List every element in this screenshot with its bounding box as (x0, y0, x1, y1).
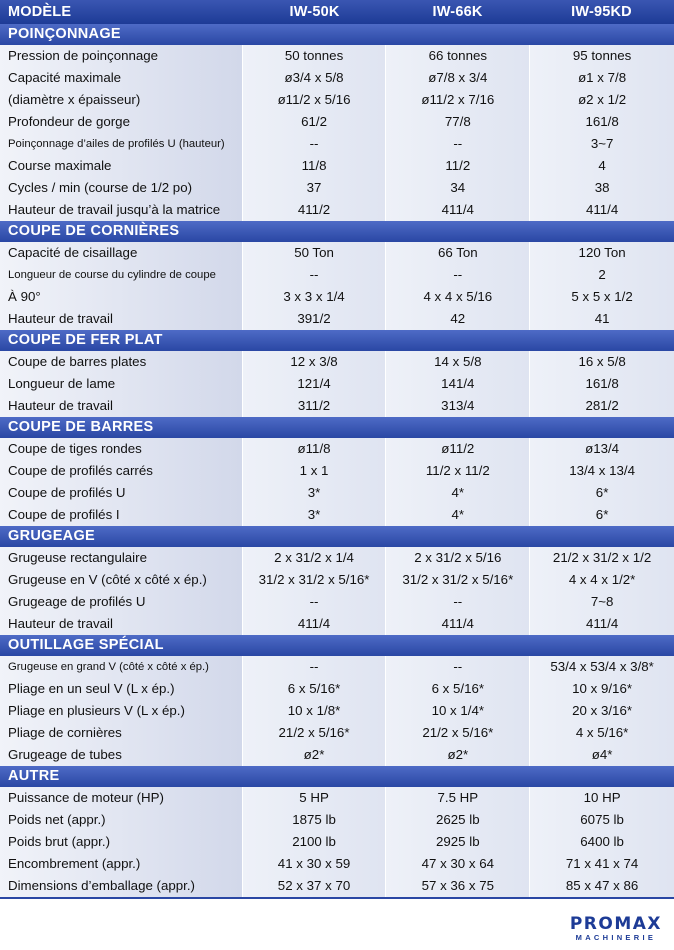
table-row (0, 656, 674, 678)
table-row (0, 700, 674, 722)
row-value: 4 x 4 x 1/2* (530, 569, 674, 591)
row-value: 3 x 3 x 1/4 (243, 286, 387, 308)
row-value: ø2* (243, 744, 387, 766)
row-value: 77/8 (386, 111, 530, 133)
row-value: 4* (386, 482, 530, 504)
row-label: Puissance de moteur (HP) (0, 787, 243, 809)
table-row (0, 744, 674, 766)
row-value: 2625 lb (386, 809, 530, 831)
table-bottom-rule (0, 897, 674, 899)
row-value: 4 x 5/16* (530, 722, 674, 744)
section-header: COUPE DE BARRES (0, 417, 674, 438)
row-label: Poinçonnage d’ailes de profilés U (hauteur) (0, 133, 243, 155)
row-label: Poids brut (appr.) (0, 831, 243, 853)
row-label: Longueur de lame (0, 373, 243, 395)
row-value: 120 Ton (530, 242, 674, 264)
row-label: Hauteur de travail jusqu’à la matrice (0, 199, 243, 221)
row-value: 50 tonnes (243, 45, 387, 67)
row-label: Coupe de barres plates (0, 351, 243, 373)
table-body (0, 24, 674, 897)
row-label: Grugeage de tubes (0, 744, 243, 766)
row-value: 6* (530, 482, 674, 504)
row-value: ø1 x 7/8 (530, 67, 674, 89)
row-value: 391/2 (243, 308, 387, 330)
row-label: Hauteur de travail (0, 613, 243, 635)
table-row (0, 199, 674, 221)
table-row (0, 787, 674, 809)
model-column-label: MODÈLE (8, 4, 72, 20)
section-header: COUPE DE FER PLAT (0, 330, 674, 351)
table-header (0, 0, 674, 24)
section-header: GRUGEAGE (0, 526, 674, 547)
row-value: 42 (386, 308, 530, 330)
row-value: ø13/4 (530, 438, 674, 460)
row-label: Coupe de tiges rondes (0, 438, 243, 460)
row-label: Cycles / min (course de 1/2 po) (0, 177, 243, 199)
row-value: 50 Ton (243, 242, 387, 264)
row-value: 31/2 x 31/2 x 5/16* (243, 569, 387, 591)
row-value: 411/4 (386, 613, 530, 635)
row-value: 3* (243, 504, 387, 526)
row-value: 2 x 31/2 x 5/16 (386, 547, 530, 569)
row-value: 10 x 9/16* (530, 678, 674, 700)
row-label: Pression de poinçonnage (0, 45, 243, 67)
row-value: 411/4 (243, 613, 387, 635)
row-value: 411/4 (386, 199, 530, 221)
row-value: ø11/2 x 5/16 (243, 89, 387, 111)
row-label: Hauteur de travail (0, 395, 243, 417)
row-value: -- (386, 656, 530, 678)
table-row (0, 242, 674, 264)
row-value: 66 Ton (386, 242, 530, 264)
row-value: 10 HP (530, 787, 674, 809)
row-label: Pliage en un seul V (L x ép.) (0, 678, 243, 700)
row-value: 2100 lb (243, 831, 387, 853)
row-value: 10 x 1/8* (243, 700, 387, 722)
row-value: 21/2 x 31/2 x 1/2 (530, 547, 674, 569)
row-value: ø11/2 x 7/16 (386, 89, 530, 111)
row-value: 6075 lb (530, 809, 674, 831)
row-label: Coupe de profilés carrés (0, 460, 243, 482)
row-value: 6400 lb (530, 831, 674, 853)
row-label: Course maximale (0, 155, 243, 177)
row-value: 5 HP (243, 787, 387, 809)
row-value: 281/2 (530, 395, 674, 417)
row-value: -- (243, 133, 387, 155)
table-row (0, 482, 674, 504)
row-label: Hauteur de travail (0, 308, 243, 330)
table-row (0, 67, 674, 89)
row-value: -- (243, 656, 387, 678)
row-value: 41 x 30 x 59 (243, 853, 387, 875)
row-value: 3* (243, 482, 387, 504)
row-value: 11/8 (243, 155, 387, 177)
row-label: Dimensions d’emballage (appr.) (0, 875, 243, 897)
row-label: Grugeuse rectangulaire (0, 547, 243, 569)
row-value: -- (243, 264, 387, 286)
table-row (0, 133, 674, 155)
row-label: (diamètre x épaisseur) (0, 89, 243, 111)
row-value: -- (386, 133, 530, 155)
row-label: Encombrement (appr.) (0, 853, 243, 875)
row-label: Coupe de profilés I (0, 504, 243, 526)
row-value: ø3/4 x 5/8 (243, 67, 387, 89)
table-row (0, 111, 674, 133)
row-value: 141/4 (386, 373, 530, 395)
row-value: 57 x 36 x 75 (386, 875, 530, 897)
row-value: ø4* (530, 744, 674, 766)
row-value: 3~7 (530, 133, 674, 155)
table-row (0, 504, 674, 526)
row-value: 47 x 30 x 64 (386, 853, 530, 875)
logo-subtitle: MACHINERIE (575, 933, 657, 942)
table-row (0, 722, 674, 744)
table-row (0, 308, 674, 330)
row-value: 411/2 (243, 199, 387, 221)
row-value: 161/8 (530, 111, 674, 133)
row-label: Grugeuse en V (côté x côté x ép.) (0, 569, 243, 591)
row-label: Capacité de cisaillage (0, 242, 243, 264)
table-row (0, 460, 674, 482)
table-row (0, 831, 674, 853)
row-value: 52 x 37 x 70 (243, 875, 387, 897)
section-header: OUTILLAGE SPÉCIAL (0, 635, 674, 656)
model-iw-95kd: IW-95KD (571, 4, 632, 20)
row-value: 4 (530, 155, 674, 177)
model-iw-66k: IW-66K (432, 4, 483, 20)
table-row (0, 678, 674, 700)
row-value: ø7/8 x 3/4 (386, 67, 530, 89)
row-label: À 90° (0, 286, 243, 308)
table-row (0, 264, 674, 286)
table-row (0, 155, 674, 177)
row-value: 61/2 (243, 111, 387, 133)
logo-name: PROMAX (569, 914, 662, 934)
row-value: 7~8 (530, 591, 674, 613)
row-value: 37 (243, 177, 387, 199)
table-row (0, 569, 674, 591)
row-value: 21/2 x 5/16* (386, 722, 530, 744)
table-row (0, 547, 674, 569)
row-value: 20 x 3/16* (530, 700, 674, 722)
promax-logo (570, 915, 662, 942)
row-value: 14 x 5/8 (386, 351, 530, 373)
table-row (0, 809, 674, 831)
row-value: 411/4 (530, 613, 674, 635)
section-header: AUTRE (0, 766, 674, 787)
row-value: 6 x 5/16* (386, 678, 530, 700)
section-header: POINÇONNAGE (0, 24, 674, 45)
table-row (0, 89, 674, 111)
row-value: 16 x 5/8 (530, 351, 674, 373)
row-value: 1 x 1 (243, 460, 387, 482)
row-value: 66 tonnes (386, 45, 530, 67)
row-label: Coupe de profilés U (0, 482, 243, 504)
table-row (0, 286, 674, 308)
row-value: 2925 lb (386, 831, 530, 853)
row-value: 38 (530, 177, 674, 199)
table-row (0, 373, 674, 395)
row-value: ø2* (386, 744, 530, 766)
row-value: -- (386, 264, 530, 286)
row-value: 53/4 x 53/4 x 3/8* (530, 656, 674, 678)
row-value: ø11/2 (386, 438, 530, 460)
row-label: Pliage en plusieurs V (L x ép.) (0, 700, 243, 722)
row-value: 5 x 5 x 1/2 (530, 286, 674, 308)
table-row (0, 613, 674, 635)
row-value: 11/2 x 11/2 (386, 460, 530, 482)
row-value: -- (386, 591, 530, 613)
row-value: 2 x 31/2 x 1/4 (243, 547, 387, 569)
row-value: 13/4 x 13/4 (530, 460, 674, 482)
table-row (0, 591, 674, 613)
row-value: 11/2 (386, 155, 530, 177)
row-value: 41 (530, 308, 674, 330)
row-value: 71 x 41 x 74 (530, 853, 674, 875)
table-row (0, 853, 674, 875)
model-iw-50k: IW-50K (289, 4, 340, 20)
row-value: 411/4 (530, 199, 674, 221)
row-value: 7.5 HP (386, 787, 530, 809)
row-value: ø11/8 (243, 438, 387, 460)
row-label: Grugeuse en grand V (côté x côté x ép.) (0, 656, 243, 678)
row-value: 31/2 x 31/2 x 5/16* (386, 569, 530, 591)
row-label: Pliage de cornières (0, 722, 243, 744)
row-value: 313/4 (386, 395, 530, 417)
row-value: 6 x 5/16* (243, 678, 387, 700)
section-header: COUPE DE CORNIÈRES (0, 221, 674, 242)
row-value: 1875 lb (243, 809, 387, 831)
table-row (0, 395, 674, 417)
row-value: 21/2 x 5/16* (243, 722, 387, 744)
row-label: Grugeage de profilés U (0, 591, 243, 613)
row-value: 10 x 1/4* (386, 700, 530, 722)
row-value: 95 tonnes (530, 45, 674, 67)
row-value: 121/4 (243, 373, 387, 395)
row-value: 34 (386, 177, 530, 199)
table-row (0, 177, 674, 199)
row-label: Profondeur de gorge (0, 111, 243, 133)
row-value: 12 x 3/8 (243, 351, 387, 373)
table-row (0, 875, 674, 897)
row-value: -- (243, 591, 387, 613)
table-row (0, 45, 674, 67)
row-value: 85 x 47 x 86 (530, 875, 674, 897)
row-value: 6* (530, 504, 674, 526)
row-value: 4* (386, 504, 530, 526)
row-value: 311/2 (243, 395, 387, 417)
row-value: ø2 x 1/2 (530, 89, 674, 111)
row-label: Poids net (appr.) (0, 809, 243, 831)
row-label: Longueur de course du cylindre de coupe (0, 264, 243, 286)
row-value: 4 x 4 x 5/16 (386, 286, 530, 308)
row-value: 2 (530, 264, 674, 286)
row-value: 161/8 (530, 373, 674, 395)
table-row (0, 351, 674, 373)
row-label: Capacité maximale (0, 67, 243, 89)
table-row (0, 438, 674, 460)
